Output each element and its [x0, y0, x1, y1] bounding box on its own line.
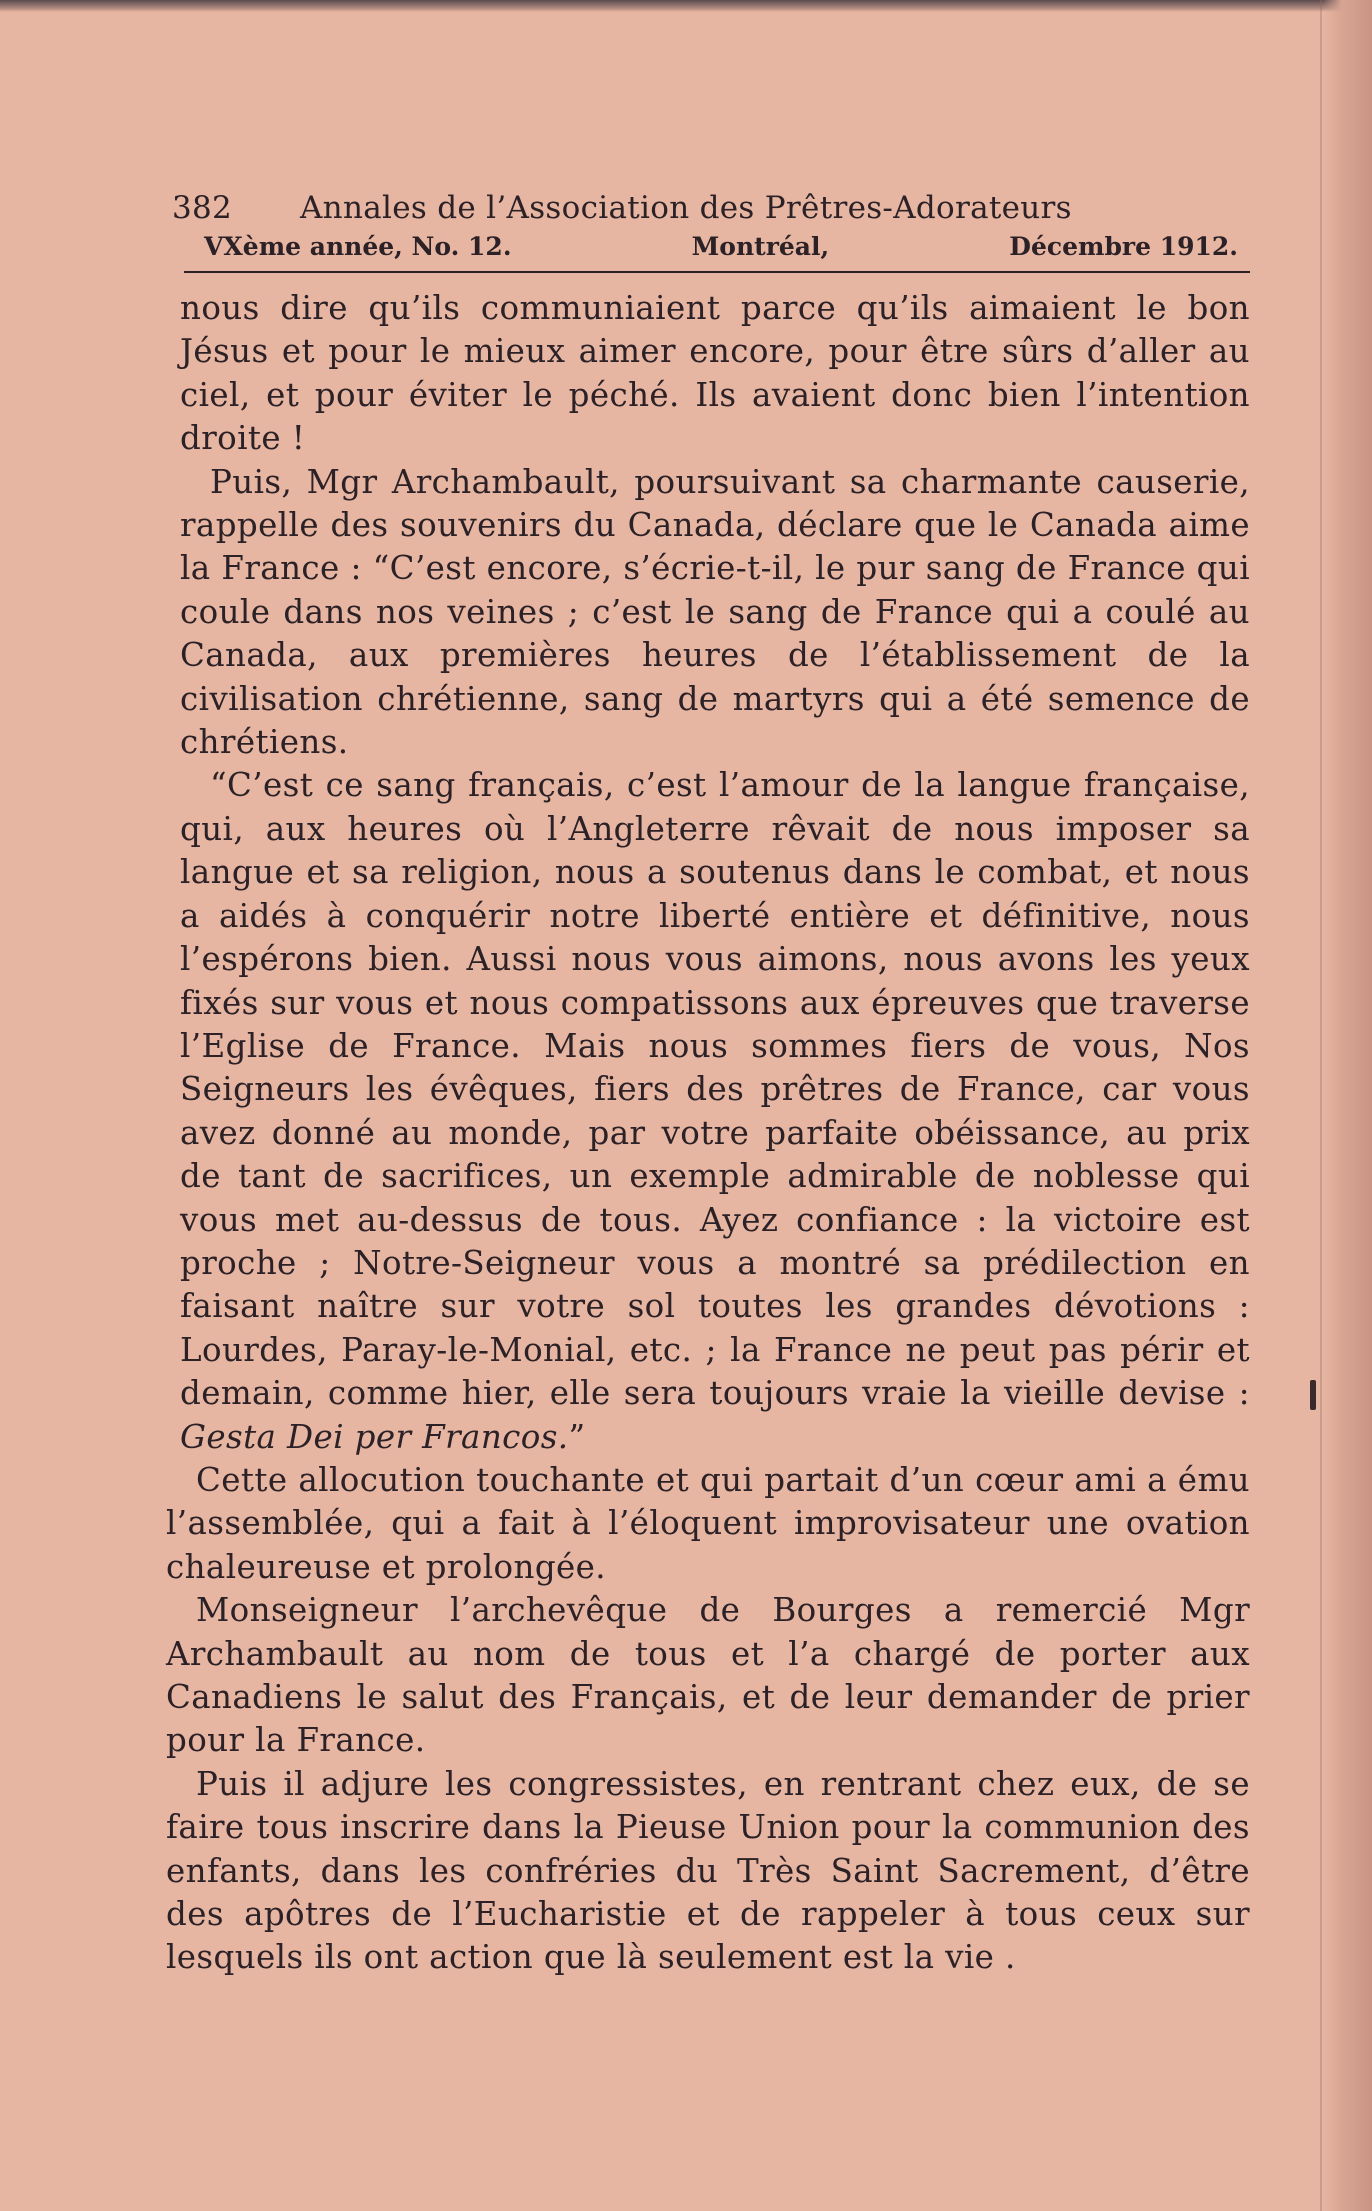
running-header	[160, 190, 1250, 226]
document-page	[160, 190, 1250, 1980]
issue-date: Décembre 1912.	[1009, 232, 1238, 261]
latin-motto: Gesta Dei per Francos.	[180, 1417, 569, 1456]
page-top-shadow	[0, 0, 1372, 12]
paragraph: Puis, Mgr Archambault, poursuivant sa charmante causerie, rappelle des souvenirs du Canada, déclare que le Canada aime la France : “C’est encore, s’écrie-t-il, le pur sang de France qui coule dans nos veines ; c’est le sang de France qui a coulé au Canada, aux premières heures de l’établissement de la civilisation chrétienne, sang de martyrs qui a été semence de chrétiens.	[180, 462, 1250, 762]
paragraph	[160, 764, 1250, 1459]
issue-line	[160, 232, 1250, 261]
paragraph: Cette allocution touchante et qui partait d’un cœur ami a ému l’assemblée, qui a fait à l’éloquent improvisateur une ovation chaleureuse et prolongée.	[166, 1460, 1250, 1586]
article-body	[160, 287, 1250, 1980]
issue-number: VXème année, No. 12.	[204, 232, 512, 261]
header-rule	[184, 271, 1250, 273]
paragraph: nous dire qu’ils communiaient parce qu’ils aimaient le bon Jésus et pour le mieux aimer encore, pour être sûrs d’aller au ciel, et pour éviter le péché. Ils avaient donc bien l’intention droite !	[180, 289, 1250, 458]
page-right-edge	[1322, 0, 1372, 2211]
issue-place: Montréal,	[691, 232, 830, 261]
page-number: 382	[172, 190, 233, 226]
paragraph-text: “C’est ce sang français, c’est l’amour de la langue française, qui, aux heures où l’Angleterre rêvait de nous imposer sa langue et sa religion, nous a soutenus dans le combat, et nous a aidés à conquérir notre liberté entière et définitive, nous l’espérons bien. Aussi nous vous aimons, nous avons les yeux fixés sur vous et nous compatissons aux épreuves que traverse l’Eglise de France. Mais nous sommes fiers de vous, Nos Seigneurs les évêques, fiers des prêtres de France, car vous avez donné au monde, par votre parfaite obéissance, au prix de tant de sacrifices, un exemple admirable de noblesse qui vous met au-dessus de tous. Ayez confiance : la victoire est proche ; Notre-Seigneur vous a montré sa prédilection en faisant naître sur votre sol toutes les grandes dévotions : Lourdes, Paray-le-Monial, etc. ; la France ne peut pas périr et demain, comme hier, elle sera toujours vraie la vieille devise :	[180, 766, 1250, 1413]
closing-quote: ”	[568, 1417, 586, 1456]
journal-title: Annales de l’Association des Prêtres-Adorateurs	[300, 190, 1072, 226]
page-fold-line	[1320, 0, 1322, 2211]
paragraph: Puis il adjure les congressistes, en rentrant chez eux, de se faire tous inscrire dans la Pieuse Union pour la communion des enfants, dans les confréries du Très Saint Sacrement, d’être des apôtres de l’Eucharistie et de rappeler à tous ceux sur lesquels ils ont action que là seulement est la vie .	[166, 1764, 1250, 1977]
paragraph: Monseigneur l’archevêque de Bourges a remercié Mgr Archambault au nom de tous et l’a chargé de porter aux Canadiens le salut des Français, et de leur demander de prier pour la France.	[166, 1591, 1250, 1760]
margin-ink-mark	[1310, 1380, 1316, 1410]
